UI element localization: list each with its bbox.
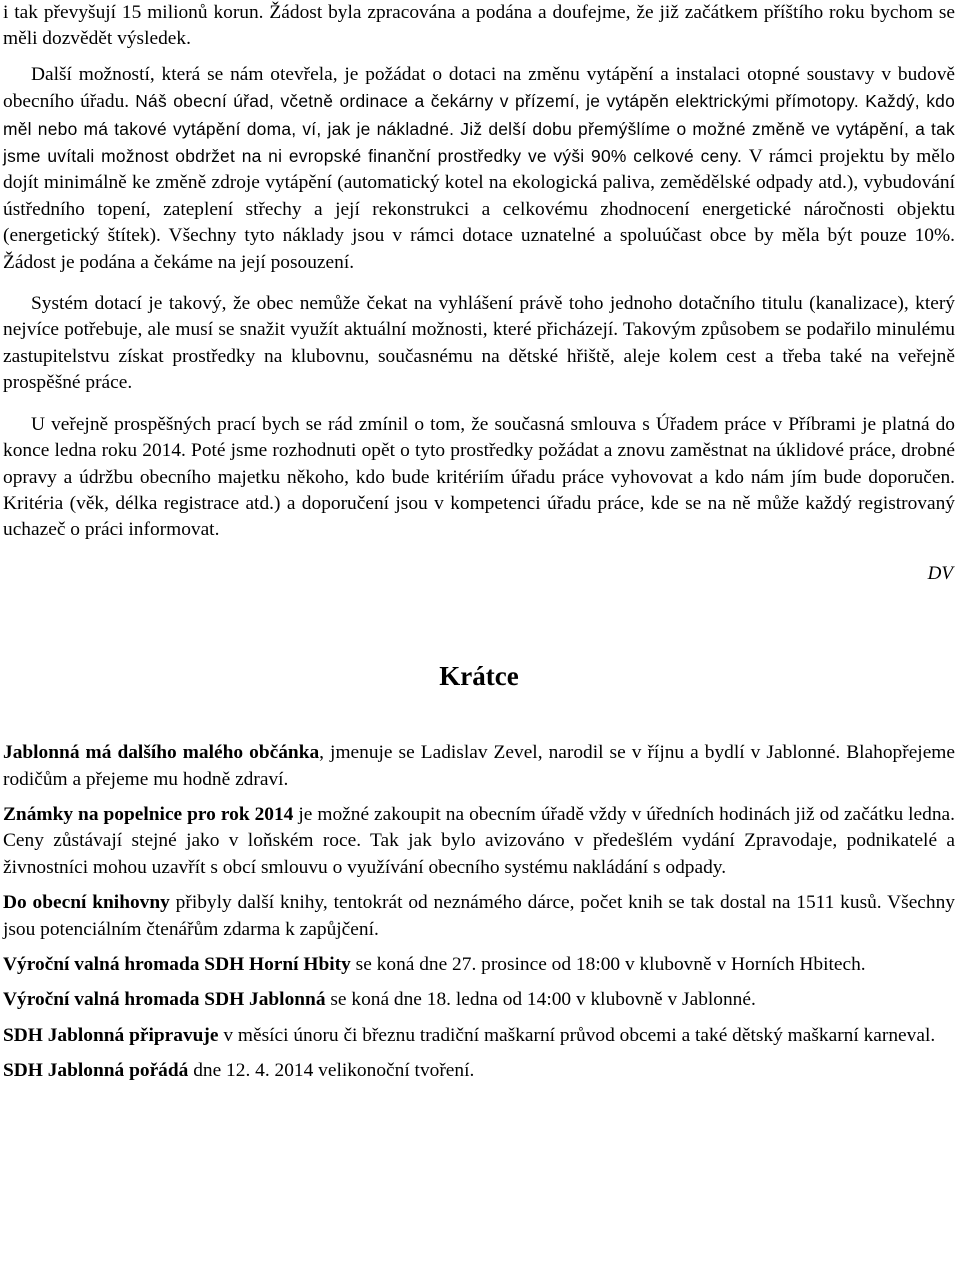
news-item-3	[3, 890, 955, 943]
news-item-4-text: se koná dne 27. prosince od 18:00 v klubovně v Horních Hbitech.	[350, 953, 866, 975]
article-paragraph-1: i tak převyšují 15 milionů korun. Žádost byla zpracována a podána a doufejme, že již začátkem příštího roku bychom se měli dozvědět výsledek.	[3, 2, 955, 50]
news-item-2-title: Známky na popelnice pro rok 2014	[3, 803, 294, 825]
news-item-4	[3, 952, 955, 978]
news-item-3-title: Do obecní knihovny	[3, 892, 170, 914]
news-item-5-title: Výroční valná hromada SDH Jablonná	[3, 989, 326, 1011]
news-item-1-text: , jmenuje se Ladislav Zevel, narodil se v říjnu a bydlí v Jablonné. Blahopřejeme rodičům a přejeme mu hodně zdraví.	[3, 742, 955, 790]
news-item-5	[3, 987, 955, 1013]
news-item-6-text: v měsíci únoru či březnu tradiční maškarní průvod obcemi a také dětský maškarní karneval.	[218, 1024, 936, 1046]
news-item-5-text: se koná dne 18. ledna od 14:00 v klubovně v Jablonné.	[325, 989, 756, 1011]
article-paragraph-2-part-a: Další možností, která se nám otevřela, je požádat o dotaci na změnu vytápění a instalaci otopné soustavy v budově obecního úřadu.	[3, 63, 955, 113]
article-paragraph-2-part-c: V rámci projektu by mělo dojít minimálně ke změně zdroje vytápění (automatický kotel na ekologická paliva, zemědělské odpady atd.), vybudování ústředního topení, zateplení střechy a její rekonstrukci a celkovému zhodnocení energetické náročnosti objektu (energetický štítek). Všechny tyto náklady jsou v rámci dotace uznatelné a spoluúčast obce by měla být pouze 10%. Žádost je podána a čekáme na její posouzení.	[3, 146, 955, 273]
news-item-6	[3, 1023, 955, 1049]
document-page	[3, 0, 955, 1085]
section-heading: Krátce	[439, 661, 519, 692]
news-item-1-title: Jablonná má dalšího malého občánka	[3, 742, 320, 764]
article-paragraph-4: U veřejně prospěšných prací bych se rád zmínil o tom, že současná smlouva s Úřadem práce v Příbrami je platná do konce ledna roku 2014. Poté jsme rozhodnuti opět o tyto prostředky požádat a znovu zaměstnat na úklidové práce, drobné opravy a údržbu obecního majetku někoho, kdo bude kritériím úřadu práce vyhovovat a kdo nám jím bude doporučen. Kritéria (věk, délka registrace atd.) a doporučení jsou v kompetenci úřadu práce, kde se na ně může každý registrovaný uchazeč o práci informovat.	[3, 413, 955, 541]
news-item-2-text: je možné zakoupit na obecním úřadě vždy v úředních hodinách již od začátku ledna. Ceny zůstávají stejné jako v loňském roce. Tak jak bylo avizováno v předešlém vydání Zpravodaje, podnikatelé a živnostníci mohou uzavřít s obcí smlouvu o využívání obecního systému nakládání s odpady.	[3, 803, 955, 878]
news-item-7-text: dne 12. 4. 2014 velikonoční tvoření.	[188, 1060, 475, 1082]
article-paragraph-2-part-b: Náš obecní úřad, včetně ordinace a čekárny v přízemí, je vytápěn elektrickými přímotopy. Každý, kdo měl nebo má takové vytápění doma, ví, jak je nákladné. Již delší dobu přemýšlíme o možné změně ve vytápění, a tak jsme uvítali možnost obdržet na ni evropské finanční prostředky ve výši 90% celkové ceny.	[3, 91, 955, 167]
news-item-7-title: SDH Jablonná pořádá	[3, 1060, 189, 1082]
news-item-6-title: SDH Jablonná připravuje	[3, 1024, 219, 1046]
news-item-4-title: Výroční valná hromada SDH Horní Hbity	[3, 953, 351, 975]
news-item-3-text: přibyly další knihy, tentokrát od neznámého dárce, počet knih se tak dostal na 1511 kusů. Všechny jsou potenciálním čtenářům zdarma k zapůjčení.	[3, 892, 955, 940]
author-signature: DV	[927, 562, 953, 584]
news-item-1	[3, 740, 955, 793]
article-paragraph-3: Systém dotací je takový, že obec nemůže čekat na vyhlášení právě toho jednoho dotačního titulu (kanalizace), který nejvíce potřebuje, ale musí se snažit využít aktuální možnosti, které přicházejí. Takovým způsobem se podařilo minulému zastupitelstvu získat prostředky na klubovnu, současnému na dětské hřiště, aleje kolem cest a třeba také na veřejně prospěšné práce.	[3, 293, 955, 394]
news-item-7	[3, 1058, 955, 1084]
article-paragraph-2	[3, 62, 955, 276]
news-item-2	[3, 802, 955, 881]
